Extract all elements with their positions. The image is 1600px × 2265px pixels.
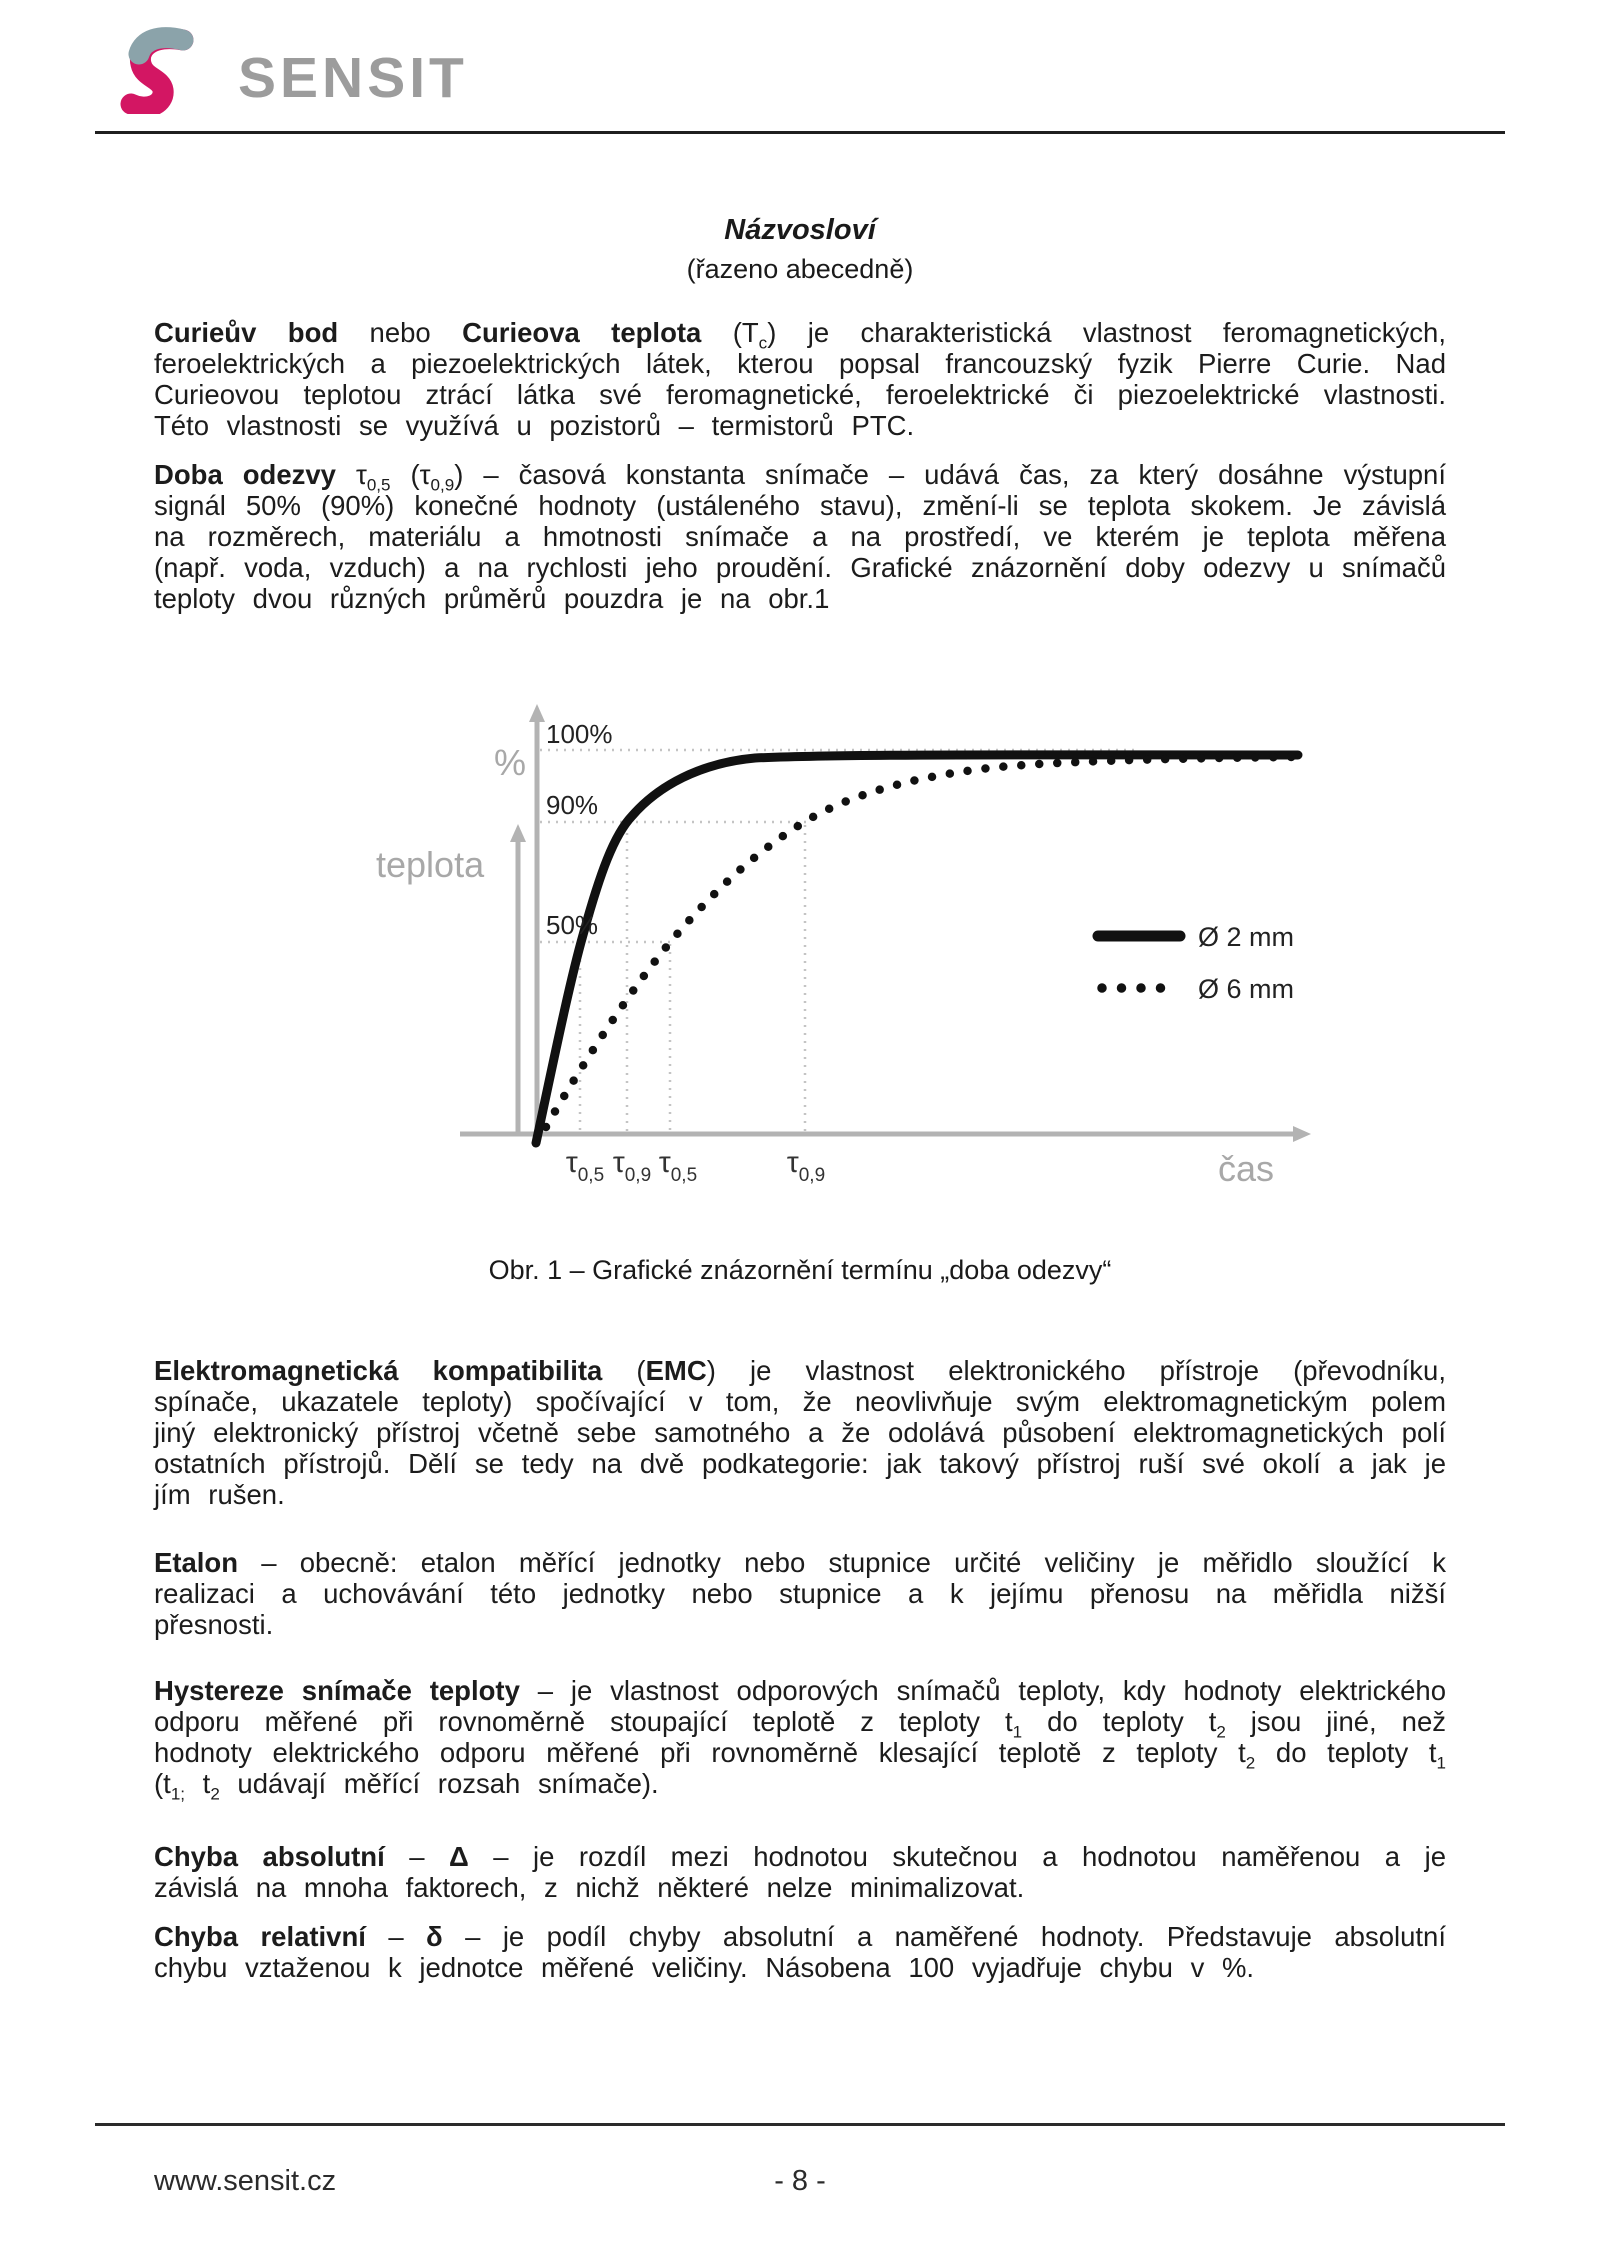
footer-url: www.sensit.cz: [154, 2165, 337, 2197]
text-run: nebo: [338, 317, 463, 348]
legend-label-6mm: Ø 6 mm: [1198, 974, 1295, 1004]
term-bold: Curieova teplota: [462, 317, 702, 348]
brand-wordmark: SENSIT: [238, 46, 468, 110]
text-run: do teploty t: [1022, 1706, 1217, 1737]
text-run: udávají měřící rozsah snímače).: [219, 1768, 659, 1799]
label-50pct: 50%: [546, 910, 599, 940]
y-axis-arrowhead: [529, 704, 545, 722]
text-run: (τ: [390, 459, 431, 490]
term-bold: Δ: [449, 1841, 469, 1872]
term-bold: Etalon: [154, 1547, 239, 1578]
subscript: 1: [1436, 1753, 1446, 1773]
term-bold: Chyba absolutní: [154, 1841, 385, 1872]
text-run: ) je vlastnost elektronického přístroje (převodníku, spínače, ukazatele teploty) spočívající v tom, že neovlivňuje svým elektromagnetickým polem jiný elektronický přístroj včetně sebe samotného a že odolává působení elektromagnetických polí ostatních přístrojů. Dělí se tedy na dvě podkategorie: jak takový přístroj ruší své okolí a jak je jím rušen.: [154, 1355, 1446, 1510]
figure-response-time-chart: [154, 614, 1446, 1209]
x-axis-title: čas: [1218, 1148, 1275, 1189]
tick-tau09-6mm: $\tau_{0,9}$: [786, 1146, 826, 1186]
label-90pct: 90%: [546, 790, 599, 820]
y-axis-unit-label: %: [494, 742, 527, 783]
subscript: 1: [1012, 1722, 1023, 1742]
tick-tau05-2mm: $\tau_{0,5}$: [565, 1146, 605, 1186]
sensit-logo-icon: [95, 26, 230, 114]
text-run: – je vlastnost odporových snímačů teploty, kdy hodnoty elektrického odporu měřené při rovnoměrně stoupající teplotě z teploty t: [154, 1675, 1446, 1737]
paragraph-hystereze: [154, 1675, 1446, 1804]
subscript: 2: [210, 1784, 220, 1804]
paragraph-etalon: [154, 1547, 1446, 1640]
term-bold: EMC: [645, 1355, 707, 1386]
subscript: 2: [1216, 1722, 1226, 1742]
subscript: 1;: [170, 1784, 186, 1804]
text-run: ) je charakteristická vlastnost feromagnetických, feroelektrických a piezoelektrických látek, kterou popsal francouzský fyzik Pierre Curie. Nad Curieovou teplotou ztrácí látka své feromagnetické, feroelektrické či piezoelektrické vlastnosti. Této vlastnosti se využívá u pozistorů – termistorů PTC.: [154, 317, 1446, 441]
legend-label-2mm: Ø 2 mm: [1198, 922, 1295, 952]
curve-6mm-dotted: [546, 757, 1295, 1127]
text-run: τ: [335, 459, 367, 490]
footer-page-number: - 8 -: [774, 2165, 826, 2197]
text-run: – obecně: etalon měřící jednotky nebo stupnice určité veličiny je měřidlo sloužící k realizaci a uchovávání této jednotky nebo stupnice a k jejímu přenosu na měřidla nižší přesnosti.: [154, 1547, 1446, 1640]
paragraph-chyba-absolutni: [154, 1841, 1446, 1903]
response-time-chart: [340, 614, 1345, 1209]
term-bold: δ: [426, 1921, 443, 1952]
text-run: –: [365, 1921, 427, 1952]
footer-divider: [95, 2123, 1505, 2126]
figure-caption: Obr. 1 – Grafické znázornění termínu „doba odezvy“: [488, 1255, 1112, 1285]
paragraph-chyba-relativni: [154, 1921, 1446, 1983]
subscript: 0,9: [430, 475, 455, 495]
header-divider: [95, 131, 1505, 134]
text-run: –: [384, 1841, 450, 1872]
paragraph-doba-odezvy: [154, 459, 1446, 614]
label-100pct: 100%: [546, 719, 613, 749]
text-run: ) – časová konstanta snímače – udává čas, za který dosáhne výstupní signál 50% (90%) konečné hodnoty (ustáleného stavu), změní-li se teplota skokem. Je závislá na rozměrech, materiálu a hmotnosti snímače a na prostředí, ve kterém je teplota měřena (např. voda, vzduch) a na rychlosti jeho proudění. Grafické znázornění doby odezvy u snímačů teploty dvou různých průměrů pouzdra je na obr.1: [154, 459, 1446, 614]
text-run: (t: [154, 1768, 171, 1799]
term-bold: Chyba relativní: [154, 1921, 366, 1952]
page-title: Názvosloví: [724, 214, 876, 246]
term-bold: Doba odezvy: [154, 459, 336, 490]
paragraph-emc: [154, 1355, 1446, 1510]
chart-legend: [1098, 922, 1294, 1004]
tick-tau09-2mm: $\tau_{0,9}$: [612, 1146, 652, 1186]
text-run: (T: [701, 317, 759, 348]
y-axis-title: teplota: [376, 844, 485, 885]
term-bold: Hystereze snímače teploty: [154, 1675, 520, 1706]
term-bold: Curieův bod: [154, 317, 339, 348]
paragraph-curieuv-bod: [154, 317, 1446, 441]
text-run: – je podíl chyby absolutní a naměřené hodnoty. Představuje absolutní chybu vztaženou k jednotce měřené veličiny. Násobena 100 vyjadřuje chybu v %.: [154, 1921, 1446, 1983]
tick-tau05-6mm: $\tau_{0,5}$: [658, 1146, 698, 1186]
subscript: 2: [1245, 1753, 1256, 1773]
curve-2mm-solid: [536, 755, 1298, 1143]
page-subtitle: (řazeno abecedně): [686, 254, 914, 284]
text-run: jsou jiné, než hodnoty elektrického odporu měřené při rovnoměrně klesající teplotě z teploty t: [154, 1706, 1446, 1768]
term-bold: Elektromagnetická kompatibilita: [154, 1355, 603, 1386]
text-column: [154, 212, 1446, 1983]
text-run: t: [185, 1768, 211, 1799]
x-axis-arrowhead: [1293, 1126, 1311, 1142]
text-run: do teploty t: [1255, 1737, 1437, 1768]
subscript: c: [758, 333, 768, 353]
teplota-arrowhead: [510, 824, 526, 842]
text-run: – je rozdíl mezi hodnotou skutečnou a hodnotou naměřenou a je závislá na mnoha faktorech, z nichž některé nelze minimalizovat.: [154, 1841, 1446, 1903]
subscript: 0,5: [366, 475, 391, 495]
text-run: (: [602, 1355, 646, 1386]
